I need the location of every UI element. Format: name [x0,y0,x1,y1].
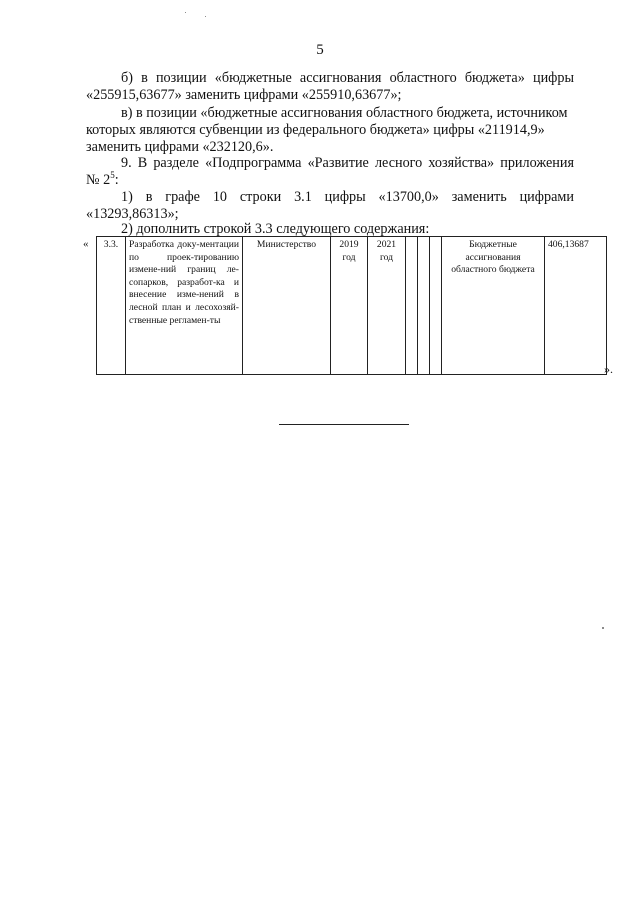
word: 1) [121,189,133,205]
word: заменить [451,189,507,205]
cell-year-end: 2021 год [368,237,406,375]
word: цифры [532,70,574,86]
separator-line [279,424,409,425]
item-2-line: 2) дополнить строкой 3.3 следующего содержания: [121,221,430,237]
cell-empty [418,237,430,375]
table-row [97,237,607,375]
word: цифры [324,189,366,205]
word: хозяйства» [428,155,495,171]
word: «бюджетные [214,70,292,86]
word: бюджета» [464,70,525,86]
cell-empty [430,237,442,375]
word: «Подпрограмма [205,155,302,171]
paragraph-b-line1 [121,70,574,87]
paragraph-9-line1 [121,155,574,172]
paragraph-b-line2: «255915,63677» заменить цифрами «255910,63677»; [86,87,402,103]
word: в [145,189,153,205]
word: 3.1 [294,189,312,205]
word: В [137,155,148,171]
item-1-line1 [121,189,574,206]
word: строки [239,189,282,205]
quote-open: « [83,238,89,250]
word: «Развитие [307,155,369,171]
scan-speck [205,16,206,17]
paragraph-9-line2 [86,172,119,189]
word: 10 [212,189,227,205]
paragraph-v-line3: заменить цифрами «232120,6». [86,139,274,155]
word: цифрами [519,189,574,205]
quote-close: ». [604,362,613,376]
page-number: 5 [316,42,324,58]
word: б) [121,70,133,86]
appendix-superscript: 5 [110,170,115,180]
word: 9. [121,155,132,171]
word: позиции [155,70,207,86]
word: в [141,70,148,86]
scan-speck [185,12,186,13]
word: графе [165,189,200,205]
item-1-line2: «13293,86313»; [86,206,179,222]
cell-amount: 406,13687 [545,237,607,375]
cell-year-start: 2019 год [331,237,368,375]
cell-funding-source: Бюджетные ассигнования областного бюджета [442,237,545,375]
cell-measure-name: Разработка доку-ментации по проек-тированию измене-ний границ ле-сопарков, разработ-ка и внесение изме-нений в лесной план и лесохозяй-ственные регламен-ты [126,237,243,375]
appendix-number: № 2 [86,172,111,188]
appendix-colon: : [114,172,119,188]
scan-speck [602,627,604,629]
cell-number: 3.3. [97,237,126,375]
word: приложения [500,155,574,171]
word: ассигнования [299,70,382,86]
paragraph-v-line1: в) в позиции «бюджетные ассигнования областного бюджета, источником [121,105,568,121]
amendment-table [96,236,607,375]
word: разделе [153,155,199,171]
paragraph-v-line2: которых являются субвенции из федерального бюджета» цифры «211914,9» [86,122,545,138]
word: областного [389,70,457,86]
cell-executor: Министерство [243,237,331,375]
cell-empty [406,237,418,375]
word: «13700,0» [378,189,439,205]
word: лесного [374,155,423,171]
